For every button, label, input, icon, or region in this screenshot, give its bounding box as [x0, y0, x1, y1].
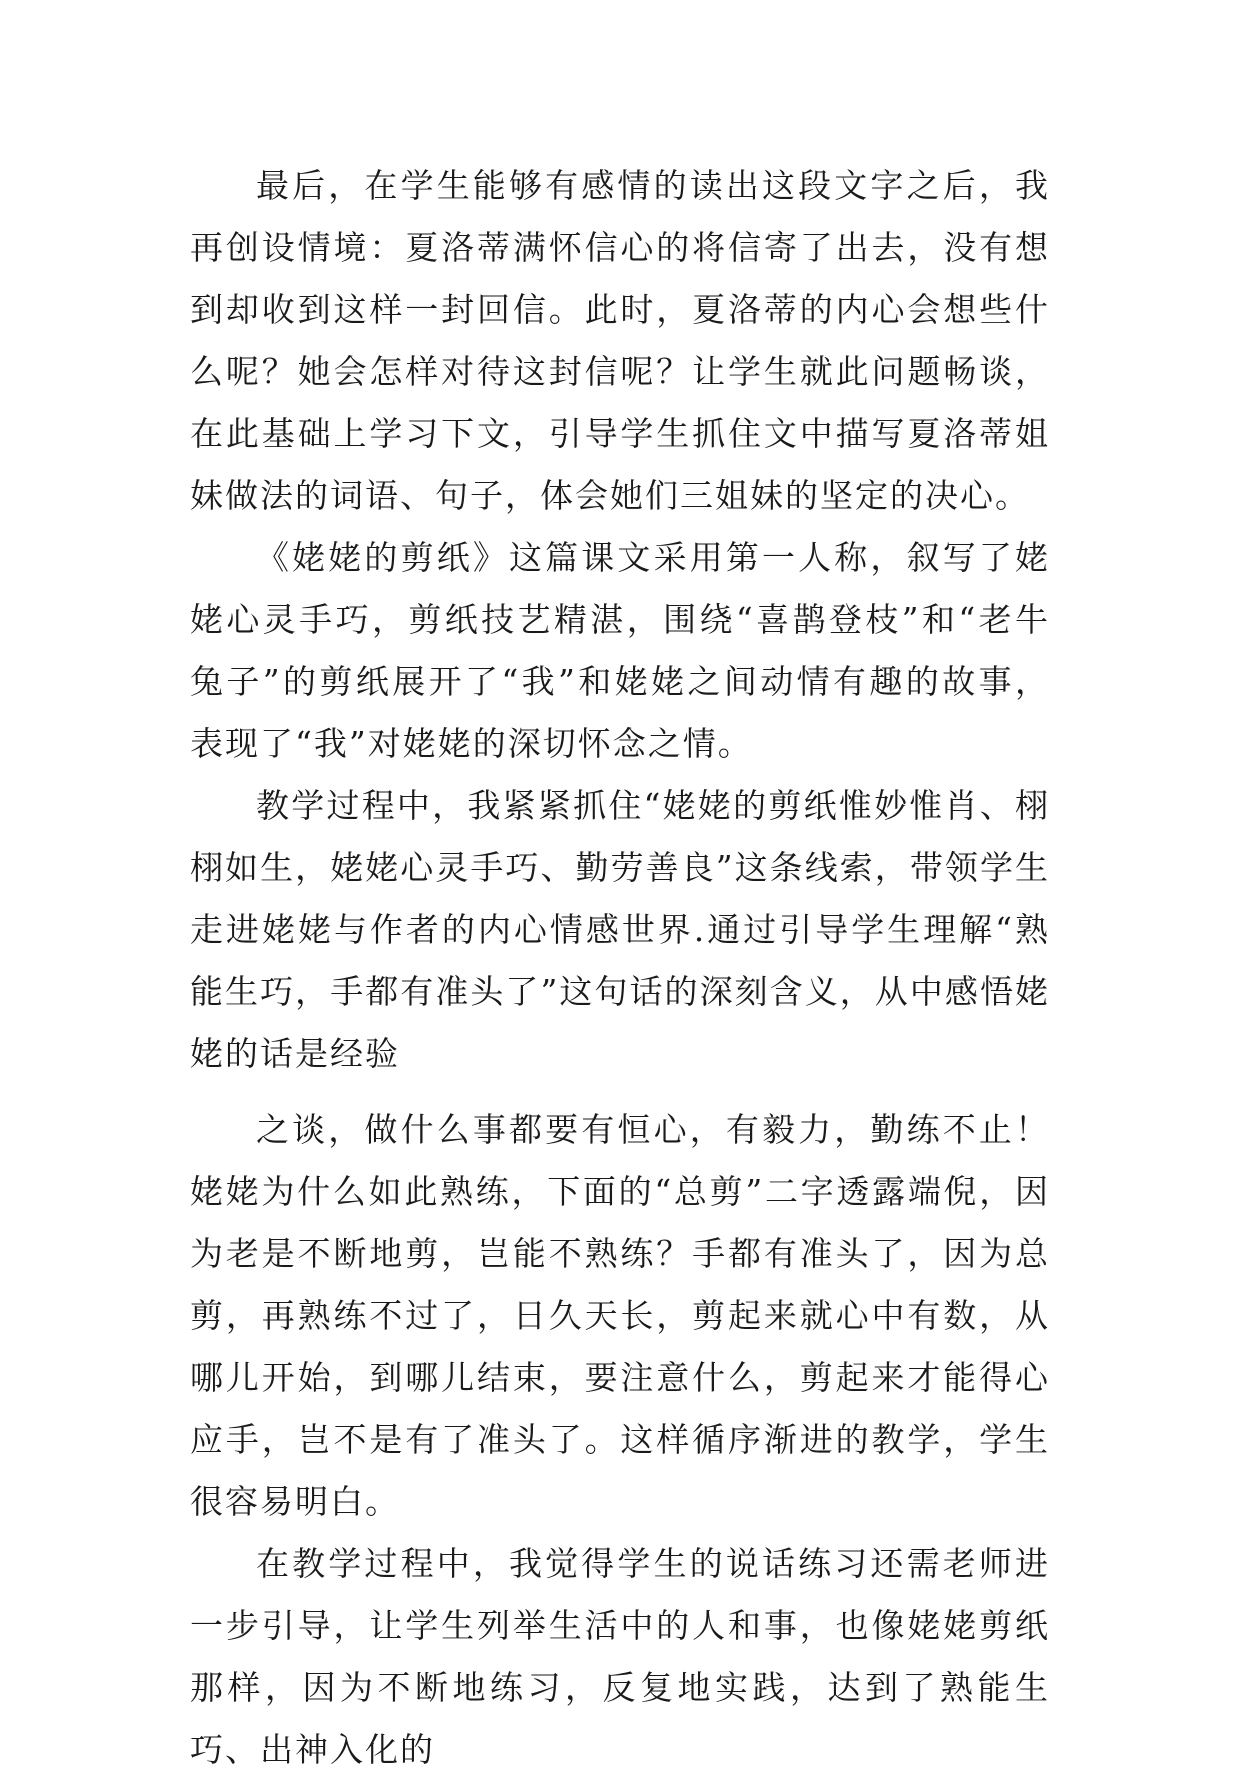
paragraph-3: 教学过程中，我紧紧抓住“姥姥的剪纸惟妙惟肖、栩栩如生，姥姥心灵手巧、勤劳善良”这条线索，带领学生走进姥姥与作者的内心情感世界.通过引导学生理解“熟能生巧，手都有准头了”这句话的深刻含义，从中感悟姥姥的话是经验: [190, 786, 1050, 1073]
paragraph-1: 最后，在学生能够有感情的读出这段文字之后，我再创设情境：夏洛蒂满怀信心的将信寄了出去，没有想到却收到这样一封回信。此时，夏洛蒂的内心会想些什么呢？她会怎样对待这封信呢？让学生就此问题畅谈，在此基础上学习下文，引导学生抓住文中描写夏洛蒂姐妹做法的词语、句子，体会她们三姐妹的坚定的决心。: [190, 166, 1050, 515]
paragraph-2: 《姥姥的剪纸》这篇课文采用第一人称，叙写了姥姥心灵手巧，剪纸技艺精湛，围绕“喜鹊登枝”和“老牛兔子”的剪纸展开了“我”和姥姥之间动情有趣的故事，表现了“我”对姥姥的深切怀念之情。: [190, 538, 1050, 763]
document-body: [190, 155, 1050, 1781]
paragraph-5: 在教学过程中，我觉得学生的说话练习还需老师进一步引导，让学生列举生活中的人和事，也像姥姥剪纸那样，因为不断地练习，反复地实践，达到了熟能生巧、出神入化的: [190, 1544, 1050, 1769]
paragraph-4: 之谈，做什么事都要有恒心，有毅力，勤练不止！姥姥为什么如此熟练，下面的“总剪”二字透露端倪，因为老是不断地剪，岂能不熟练？手都有准头了，因为总剪，再熟练不过了，日久天长，剪起来就心中有数，从哪儿开始，到哪儿结束，要注意什么，剪起来才能得心应手，岂不是有了准头了。这样循序渐进的教学，学生很容易明白。: [190, 1110, 1050, 1521]
